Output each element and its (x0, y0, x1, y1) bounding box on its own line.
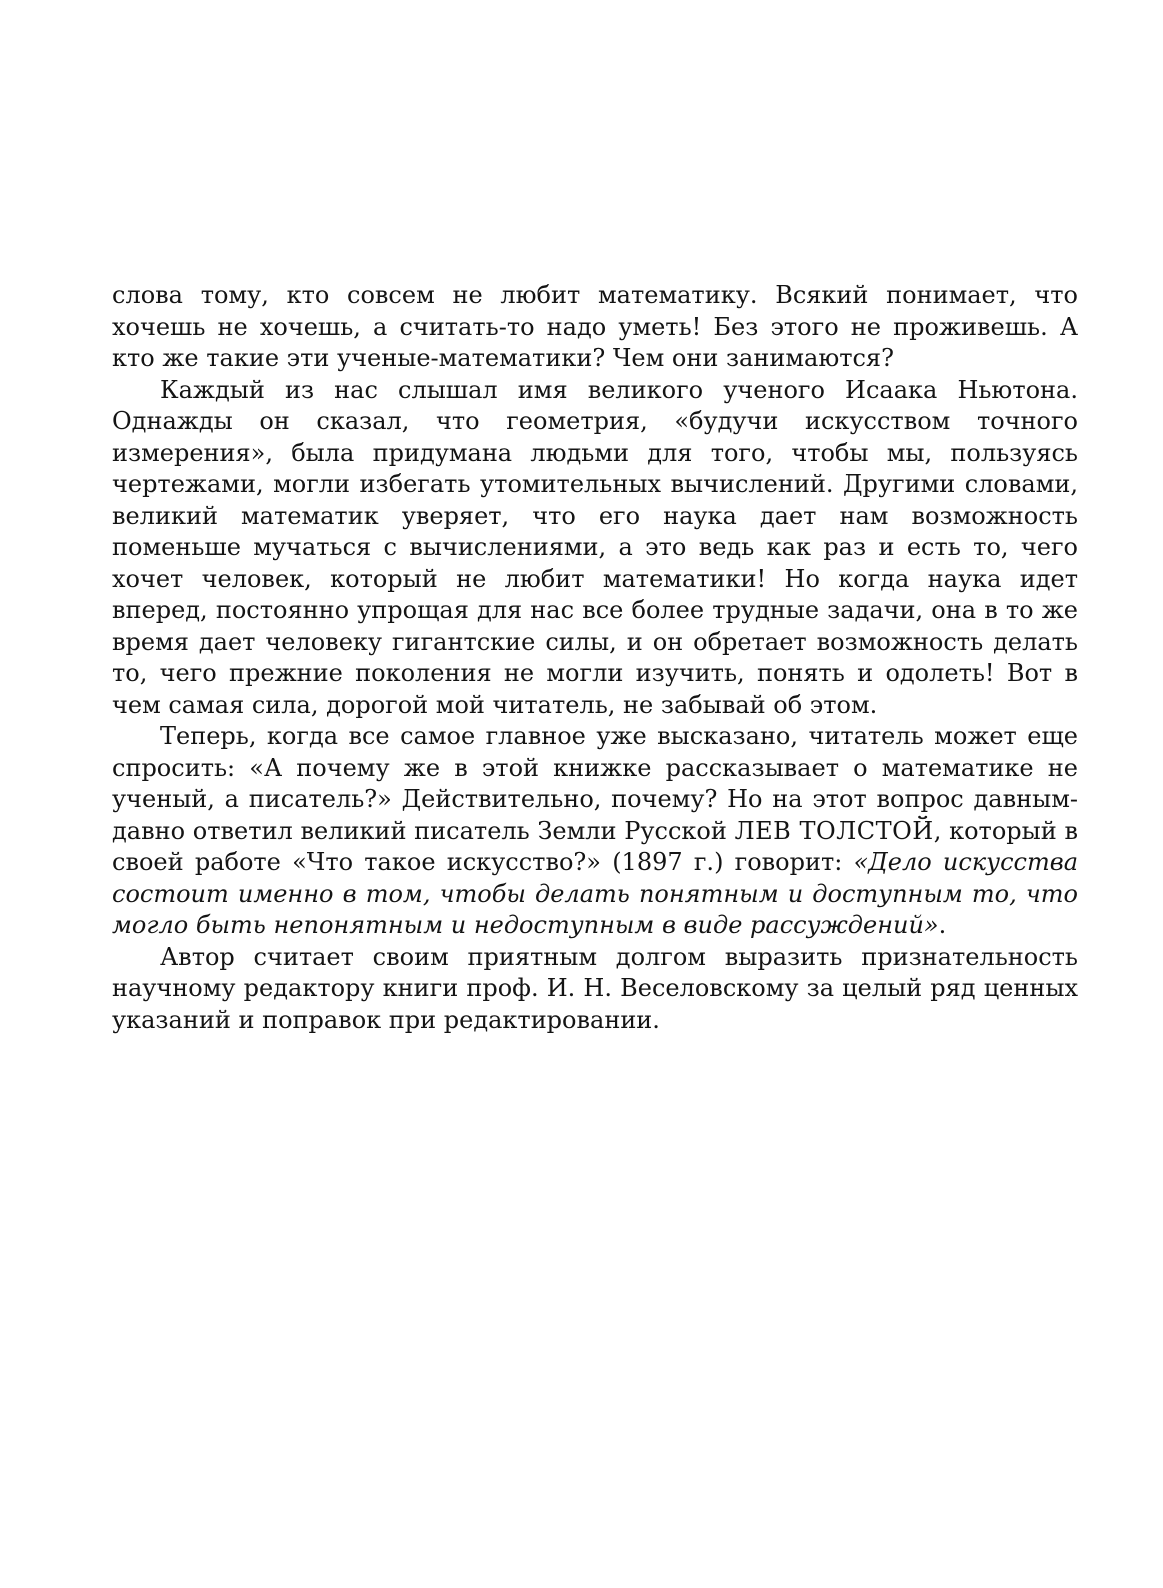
paragraph-tolstoy-text-2: , который в своей работе «Что такое искусство?» (1897 г.) говорит: (112, 816, 1078, 876)
tolstoy-quote: «Дело искусства состоит именно в том, чтобы делать понятным и доступным то, что могло быть непонятным и недоступным в виде рассуждений» (112, 848, 1078, 939)
paragraph-tolstoy-text-1: Теперь, когда все самое главное уже высказано, читатель может еще спросить: «А почему же в этой книжке рассказывает о математике не ученый, а писатель?» Действительно, почему? Но на этот вопрос давным-давно ответил великий писатель Земли Русской (112, 722, 1078, 845)
paragraph-newton: Каждый из нас слышал имя великого ученого Исаака Ньютона. Однажды он сказал, что геометрия, «будучи искусством точного измерения», была придумана людьми для того, чтобы мы, пользуясь чертежами, могли избегать утомительных вычислений. Другими словами, великий математик уверяет, что его наука дает нам возможность поменьше мучаться с вычислениями, а это ведь как раз и есть то, чего хочет человек, который не любит математики! Но когда наука идет вперед, постоянно упрощая для нас все более трудные задачи, она в то же время дает человеку гигантские силы, и он обретает возможность делать то, чего прежние поколения не могли изучить, понять и одолеть! Вот в чем самая сила, дорогой мой читатель, не забывай об этом. (112, 375, 1078, 719)
paragraph-continuation: слова тому, кто совсем не любит математику. Всякий понимает, что хочешь не хочешь, а считать-то надо уметь! Без этого не проживешь. А кто же такие эти ученые-математики? Чем они занимаются? (112, 281, 1078, 372)
paragraph-tolstoy (112, 721, 1078, 942)
author-name-tolstoy: ЛЕВ ТОЛСТОЙ (734, 816, 934, 845)
paragraph-acknowledgement: Автор считает своим приятным долгом выразить признательность научному редактору книги проф. И. Н. Веселовскому за целый ряд ценных указаний и поправок при редактировании. (112, 942, 1078, 1034)
paragraph-tolstoy-end: . (938, 911, 947, 939)
book-page-text (112, 280, 1078, 1036)
